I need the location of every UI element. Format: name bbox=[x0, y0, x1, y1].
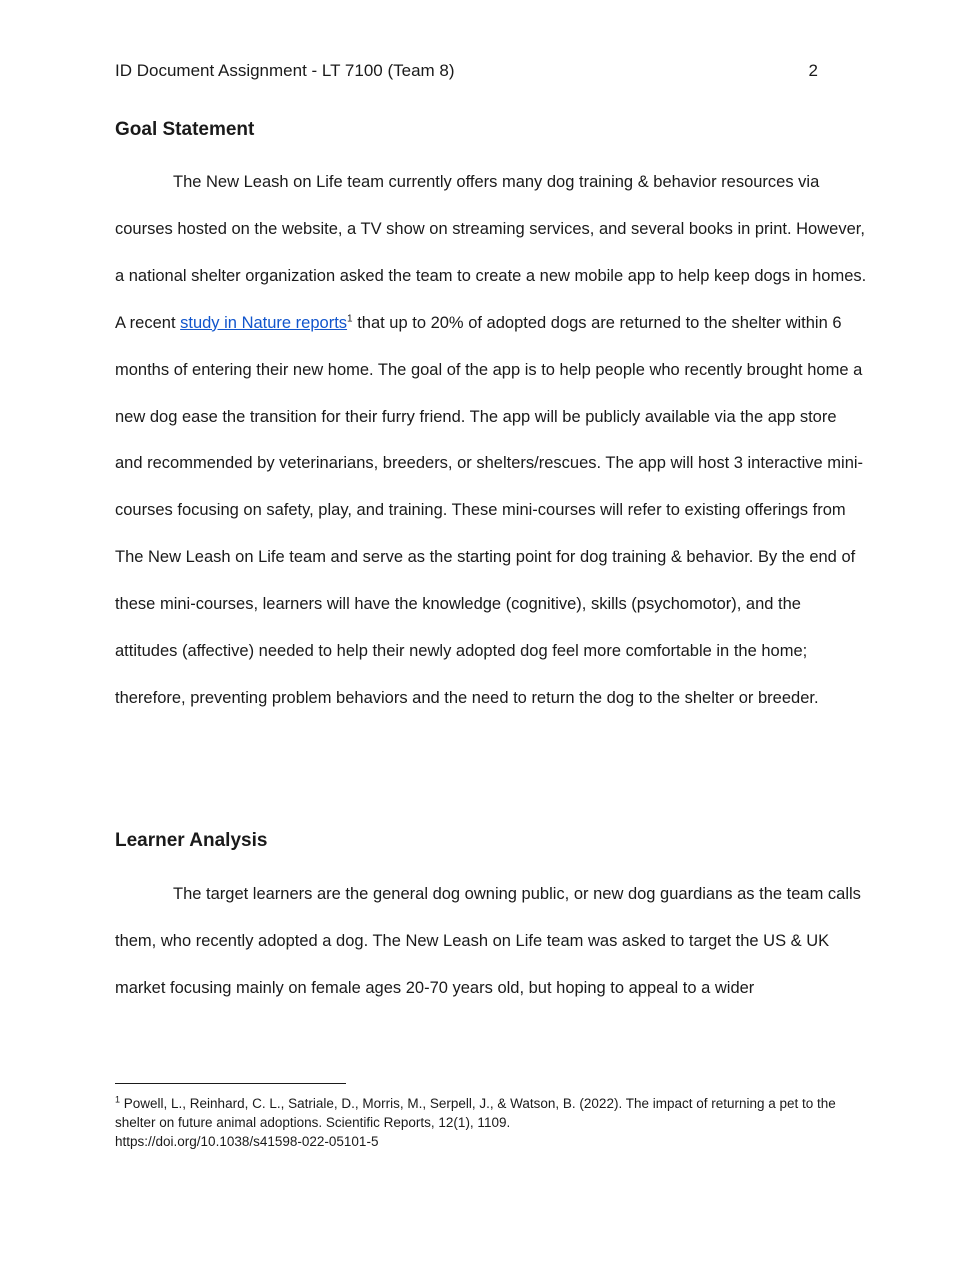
goal-text-part-1: The New Leash on Life team currently offers many dog training & behavior resources via courses hosted on the website, a TV show on streaming services, and several books in print. However, a national shelter organization asked the team to create a new mobile app to help keep dogs in homes. A recent bbox=[115, 173, 867, 332]
footnote-citation: Powell, L., Reinhard, C. L., Satriale, D., Morris, M., Serpell, J., & Watson, B. (2022). The impact of returning a pet to the shelter on future animal adoptions. Scientific Reports, 12(1), 1109. bbox=[115, 1096, 836, 1130]
learner-analysis-paragraph bbox=[115, 871, 867, 1012]
goal-statement-heading: Goal Statement bbox=[115, 119, 255, 140]
header-title: ID Document Assignment - LT 7100 (Team 8) bbox=[115, 61, 455, 80]
study-link[interactable]: study in Nature reports bbox=[180, 313, 348, 332]
footnote bbox=[115, 1094, 870, 1151]
footnote-reference: 1 bbox=[347, 313, 353, 325]
learner-text: The target learners are the general dog owning public, or new dog guardians as the team calls them, who recently adopted a dog. The New Leash on Life team was asked to target the US & UK market focusing mainly on female ages 20-70 years old, but hoping to appeal to a wider bbox=[115, 885, 861, 997]
goal-statement-paragraph bbox=[115, 159, 867, 722]
footnote-doi: https://doi.org/10.1038/s41598-022-05101-5 bbox=[115, 1134, 379, 1149]
footnote-divider bbox=[115, 1083, 346, 1084]
goal-text-part-2: that up to 20% of adopted dogs are returned to the shelter within 6 months of entering their new home. The goal of the app is to help people who recently brought home a new dog ease the transition for their furry friend. The app will be publicly available via the app store and recommended by veterinarians, breeders, or shelters/rescues. The app will host 3 interactive mini-courses focusing on safety, play, and training. These mini-courses will refer to existing offerings from The New Leash on Life team and serve as the starting point for dog training & behavior. By the end of these mini-courses, learners will have the knowledge (cognitive), skills (psychomotor), and the attitudes (affective) needed to help their newly adopted dog feel more comfortable in the home; therefore, preventing problem behaviors and the need to return the dog to the shelter or breeder. bbox=[115, 313, 864, 707]
page-header bbox=[115, 58, 818, 84]
learner-analysis-heading: Learner Analysis bbox=[115, 830, 268, 851]
footnote-marker: 1 bbox=[115, 1094, 121, 1105]
page-number: 2 bbox=[808, 61, 818, 80]
